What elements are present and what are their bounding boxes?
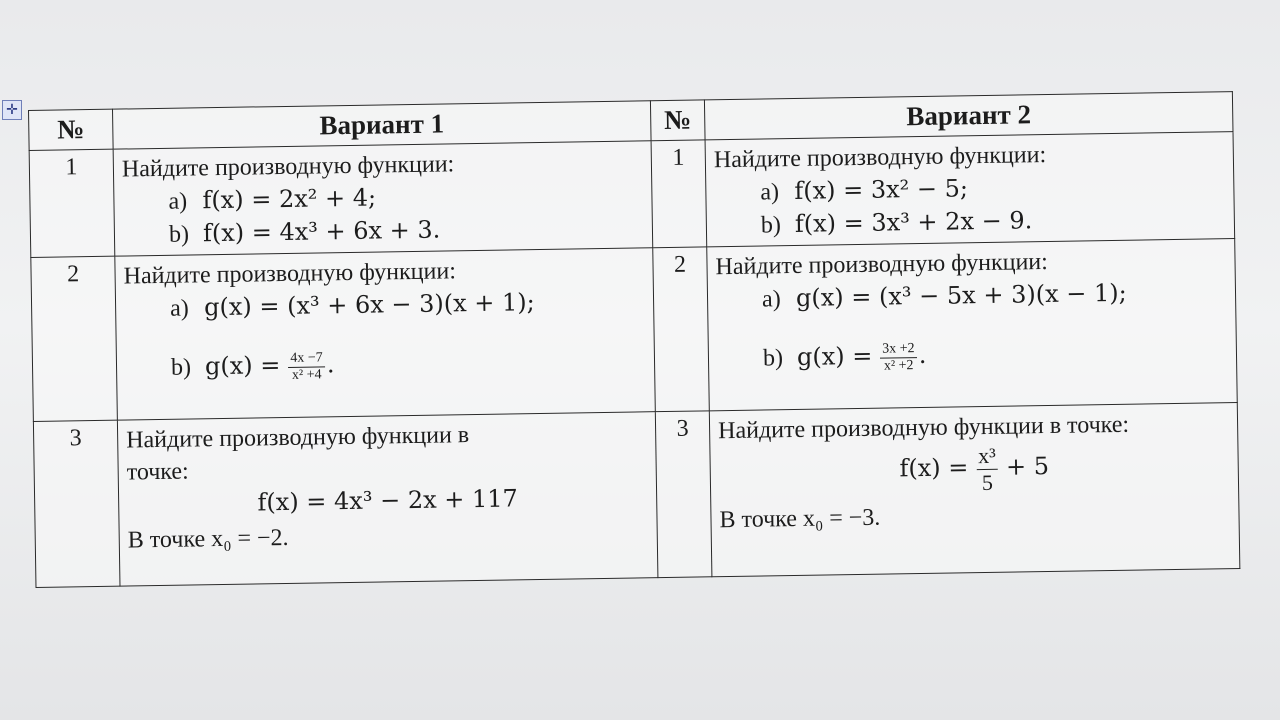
fraction-denominator: x² +2	[883, 358, 914, 374]
formula: g(x) = (x³ + 6x − 3)(x + 1);	[203, 288, 535, 322]
task-item-b	[123, 210, 644, 251]
formula-lhs: g(x) =	[796, 341, 873, 371]
item-mark: a)	[168, 188, 188, 215]
formula: f(x) = 4x³ − 2x + 117	[257, 484, 519, 517]
fraction	[976, 443, 998, 496]
row-number: 3	[33, 420, 120, 587]
header-num-2: №	[650, 100, 705, 141]
formula-lhs: f(x) =	[899, 453, 969, 483]
task-prompt: Найдите производную функции в	[125, 422, 470, 454]
task-cell-variant-1	[115, 248, 656, 420]
item-mark: b)	[762, 345, 784, 372]
fraction-numerator: x³	[976, 443, 998, 470]
point-condition: В точке x₀ = −2.	[127, 524, 289, 554]
row-number: 2	[31, 256, 118, 421]
formula-end: .	[918, 340, 927, 370]
item-mark: a)	[169, 295, 189, 322]
row-number: 1	[651, 140, 707, 248]
task-cell-variant-2	[707, 239, 1238, 411]
task-item-b	[125, 343, 646, 386]
row-number: 2	[653, 247, 710, 412]
header-num-1: №	[29, 109, 114, 150]
formula: g(x) = (x³ − 5x + 3)(x − 1);	[795, 278, 1127, 312]
header-variant-2: Вариант 2	[704, 92, 1233, 140]
item-mark: b)	[170, 354, 192, 381]
task-cell-variant-1	[113, 141, 653, 256]
row-number: 3	[655, 411, 712, 578]
item-mark: b)	[168, 221, 190, 248]
row-number: 1	[29, 149, 115, 257]
fraction-numerator: 4x −7	[288, 350, 325, 368]
header-variant-1: Вариант 1	[112, 101, 651, 149]
formula: f(x) = 4x³ + 6x + 3.	[202, 215, 441, 248]
fraction-denominator: 5	[981, 469, 994, 496]
table-row	[29, 132, 1235, 258]
task-prompt-cont: точке:	[126, 458, 189, 486]
task-item-b	[717, 334, 1228, 377]
item-mark: a)	[761, 286, 781, 313]
task-table	[28, 91, 1240, 588]
fraction	[880, 341, 917, 375]
task-cell-variant-2	[709, 403, 1240, 577]
worksheet	[28, 91, 1239, 580]
point-condition: В точке x₀ = −3.	[719, 504, 881, 534]
formula-end: .	[326, 350, 335, 379]
item-mark: a)	[760, 179, 780, 206]
item-mark: b)	[760, 212, 782, 239]
task-prompt: Найдите производную функции:	[713, 142, 1047, 174]
formula: f(x) = 2x² + 4;	[202, 183, 377, 215]
fraction-numerator: 3x +2	[880, 341, 917, 359]
formula: f(x) = 3x³ + 2x − 9.	[794, 206, 1033, 238]
table-row	[33, 403, 1239, 588]
task-prompt: Найдите производную функции в точке:	[717, 411, 1130, 445]
formula-lhs: g(x) =	[204, 351, 281, 381]
fraction	[288, 350, 325, 384]
fraction-denominator: x² +4	[291, 367, 322, 383]
formula-rest: + 5	[1005, 452, 1050, 481]
table-row	[31, 239, 1237, 422]
task-cell-variant-1	[117, 412, 658, 586]
table-move-handle-icon[interactable]: ✛	[2, 100, 22, 120]
task-prompt: Найдите производную функции:	[715, 249, 1049, 281]
task-cell-variant-2	[705, 132, 1235, 247]
formula: f(x) = 3x² − 5;	[794, 174, 969, 205]
task-prompt: Найдите производную функции:	[121, 151, 455, 183]
task-item-b	[715, 201, 1226, 242]
task-prompt: Найдите производную функции:	[123, 258, 457, 290]
formula-block	[718, 439, 1230, 500]
